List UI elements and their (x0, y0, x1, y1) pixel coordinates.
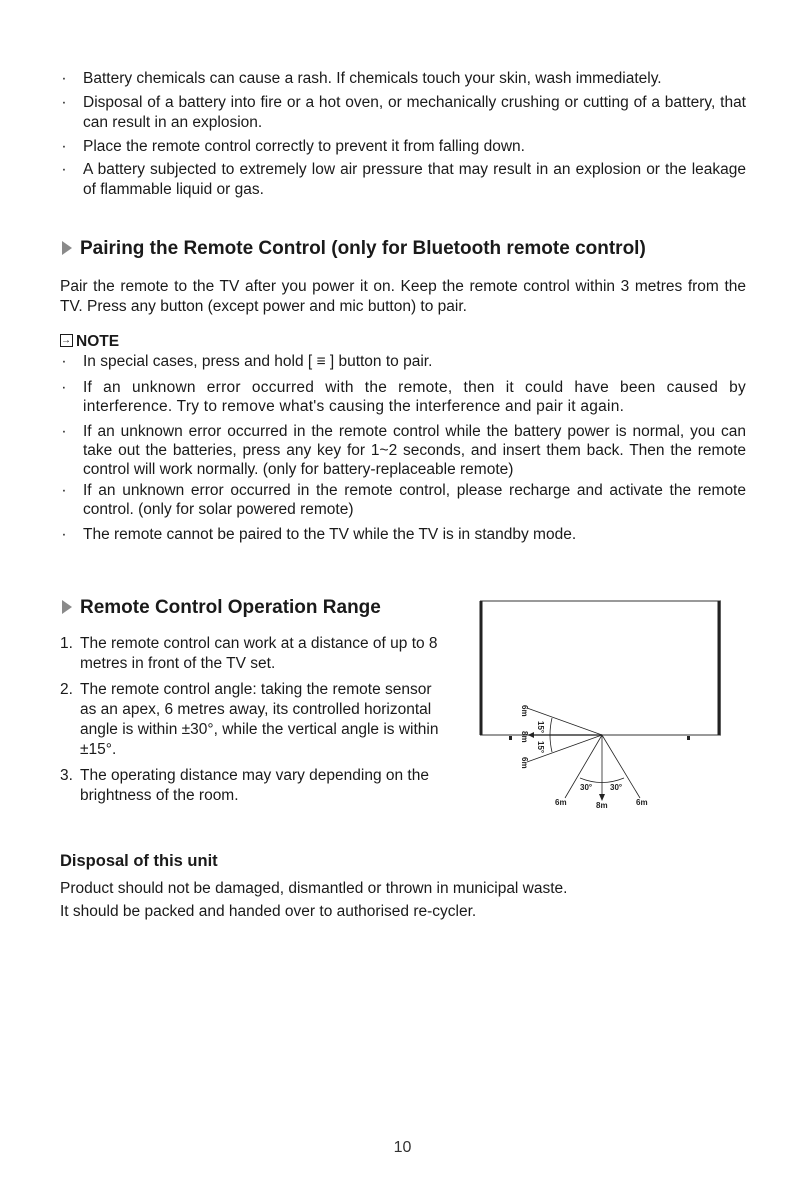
pairing-intro: Pair the remote to the TV after you power it on. Keep the remote control within 3 metres from the TV. Press any button (except power and mic button) to pair. (60, 278, 746, 315)
item-number: 2. (60, 681, 73, 698)
item-text: The remote control can work at a distance of up to 8 metres in front of the TV set. (80, 635, 438, 672)
bullet-text: If an unknown error occurred in the remote control while the battery power is normal, you can take out the batteries, press any key for 1~2 seconds, and insert them back. Then the remote control will work normally. (only for battery-replaceable remote) (83, 423, 746, 478)
heading-text: Remote Control Operation Range (80, 597, 381, 618)
range-heading (62, 596, 381, 620)
label-6m-bottom: 6m (520, 757, 529, 769)
range-item (60, 680, 442, 760)
note-bullet (60, 352, 746, 372)
label-15-up: 15° (536, 721, 545, 734)
label-6m-top: 6m (520, 705, 529, 717)
tv-screen (481, 601, 720, 735)
note-text: NOTE (76, 333, 120, 350)
bullet-text: In special cases, press and hold [ ≡ ] button to pair. (83, 353, 433, 370)
pairing-heading (62, 237, 646, 261)
disposal-line: Product should not be damaged, dismantled or thrown in municipal waste. (60, 880, 568, 897)
note-label (60, 332, 119, 352)
bullet-dot: · (61, 138, 67, 155)
triangle-icon (62, 241, 72, 255)
bullet-text: The remote cannot be paired to the TV while the TV is in standby mode. (83, 526, 577, 543)
label-30-left: 30° (580, 783, 593, 792)
bullet-text: Battery chemicals can cause a rash. If chemicals touch your skin, wash immediately. (83, 70, 662, 87)
item-text: The operating distance may vary depending on the brightness of the room. (80, 767, 429, 804)
note-bullet (60, 481, 746, 519)
battery-bullet (60, 69, 746, 89)
battery-bullet (60, 93, 746, 133)
battery-bullet (60, 137, 746, 157)
note-bullet (60, 525, 746, 545)
label-15-down: 15° (536, 741, 545, 754)
label-6m-left: 6m (555, 798, 567, 807)
disposal-line: It should be packed and handed over to authorised re-cycler. (60, 903, 477, 920)
label-8m-front: 8m (596, 801, 608, 810)
page-number: 10 (393, 1139, 412, 1156)
range-item (60, 634, 442, 674)
range-item (60, 766, 442, 806)
heading-text: Pairing the Remote Control (only for Bluetooth remote control) (80, 238, 646, 259)
range-diagram (470, 595, 730, 815)
label-30-right: 30° (610, 783, 623, 792)
bullet-dot: · (61, 161, 67, 178)
bullet-text: A battery subjected to extremely low air pressure that may result in an explosion or the leakage of flammable liquid or gas. (83, 161, 746, 198)
item-number: 3. (60, 767, 73, 784)
label-6m-right: 6m (636, 798, 648, 807)
disposal-heading: Disposal of this unit (60, 852, 218, 870)
bullet-text: If an unknown error occurred in the remote control, please recharge and activate the remote control. (only for solar powered remote) (83, 482, 746, 518)
bullet-text: Place the remote control correctly to prevent it from falling down. (83, 138, 525, 155)
bullet-dot: · (61, 379, 67, 396)
bullet-dot: · (61, 482, 67, 499)
bullet-dot: · (61, 423, 67, 440)
triangle-icon (62, 600, 72, 614)
bullet-dot: · (61, 70, 67, 87)
note-bullet (60, 422, 746, 479)
bullet-dot: · (61, 94, 67, 111)
item-text: The remote control angle: taking the remote sensor as an apex, 6 metres away, its controlled horizontal angle is within ±30°, while the vertical angle is within ±15°. (80, 681, 439, 758)
bullet-dot: · (61, 526, 67, 543)
note-arrow-icon: → (61, 335, 71, 346)
item-number: 1. (60, 635, 73, 652)
bullet-text: If an unknown error occurred with the remote, then it could have been caused by interference. Try to remove what's causing the interference and pair it again. (83, 379, 746, 415)
battery-bullet (60, 160, 746, 200)
note-bullet (60, 378, 746, 416)
label-8m-left: 8m (520, 731, 529, 743)
bullet-text: Disposal of a battery into fire or a hot oven, or mechanically crushing or cutting of a battery, that can result in an explosion. (83, 94, 746, 131)
bullet-dot: · (61, 353, 67, 370)
